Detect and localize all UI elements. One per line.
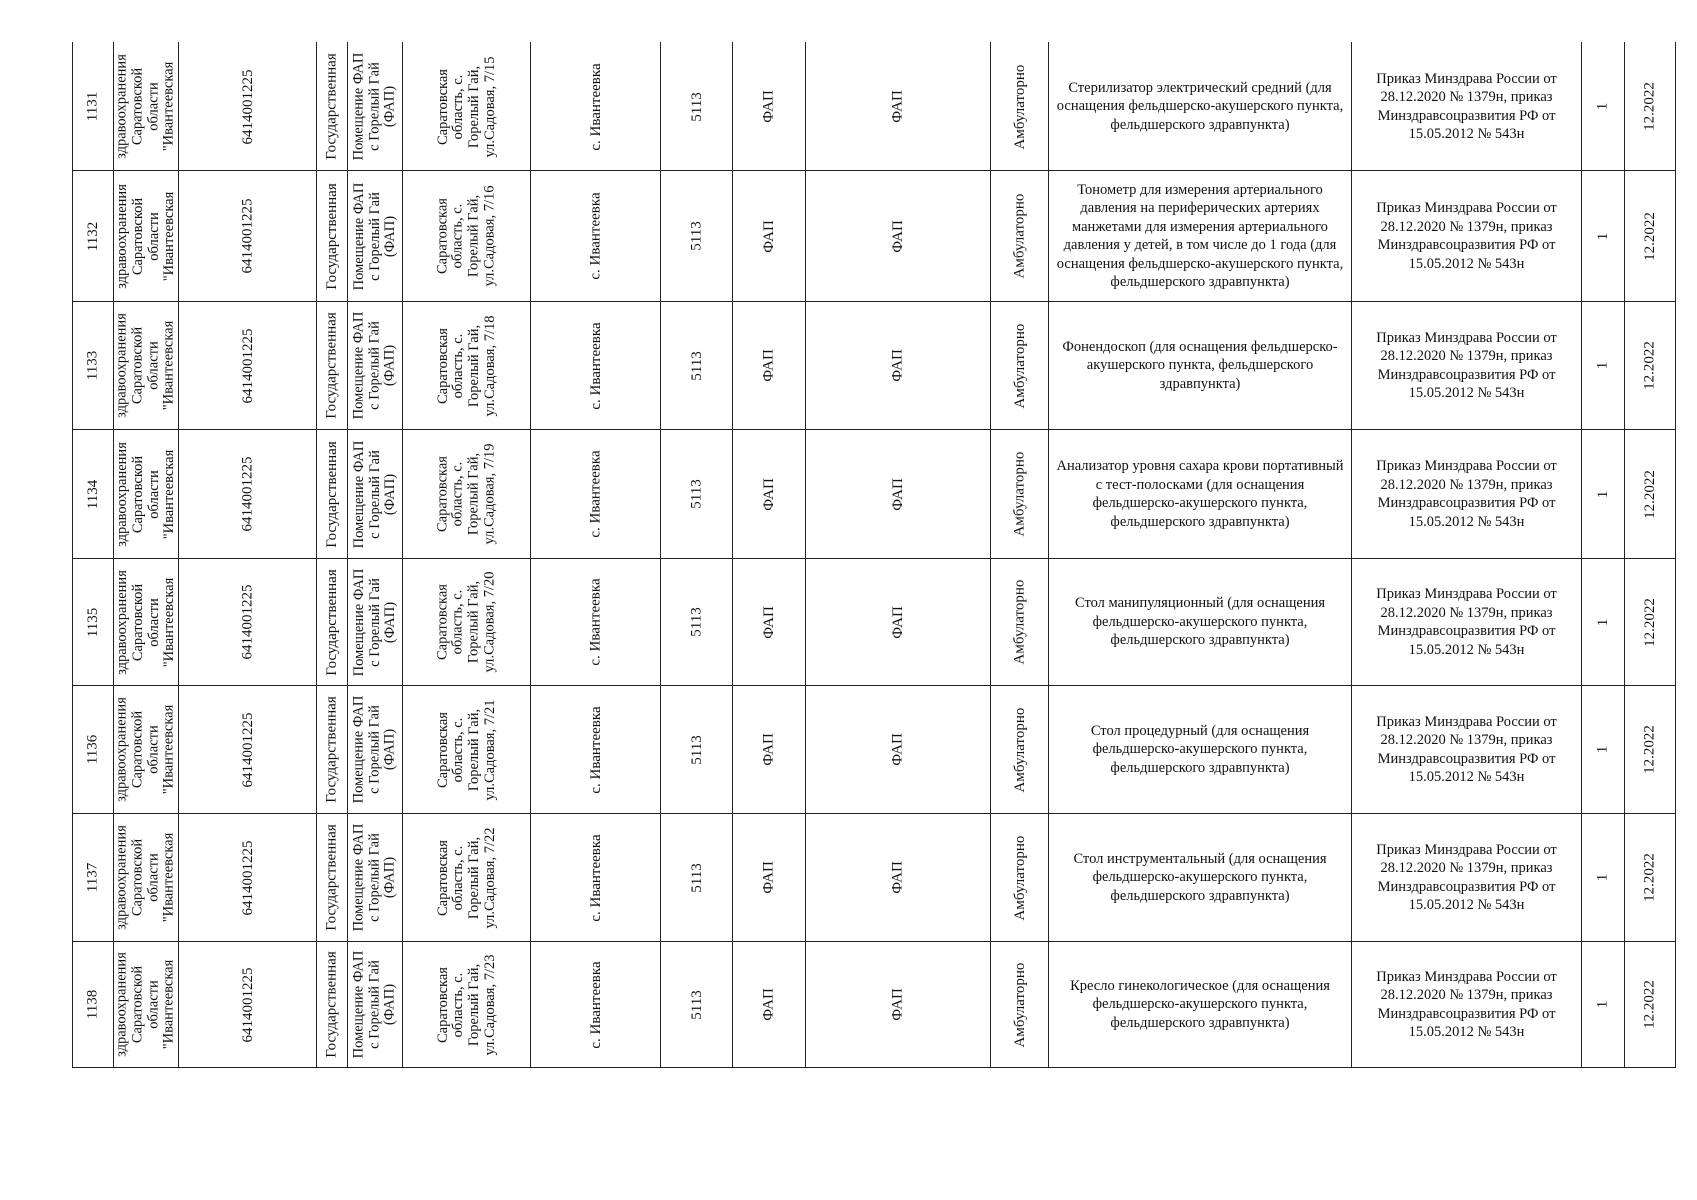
- care-text: Амбулаторно: [1011, 707, 1027, 792]
- ownership-text: Государственная: [323, 568, 340, 676]
- code-text: 5113: [688, 989, 704, 1020]
- cell-inn: [179, 43, 316, 170]
- cell-type2: [806, 559, 990, 685]
- equipment-text: Кресло гинекологическое (для оснащения фельдшерско-акушерского пункта, фельдшерского здравпункта): [1070, 977, 1330, 1031]
- cell-qty: [1582, 686, 1624, 813]
- cell-address: [403, 686, 530, 813]
- locality-text: с. Ивантеевка: [587, 578, 603, 666]
- ownership-text: Государственная: [323, 53, 340, 160]
- cell-care: [991, 814, 1048, 941]
- care-text: Амбулаторно: [1011, 835, 1027, 920]
- cell-address: [403, 942, 530, 1067]
- cell-ownership: [317, 430, 347, 558]
- cell-equipment: [1049, 430, 1351, 558]
- type1-text: ФАП: [760, 90, 777, 123]
- equipment-text: Анализатор уровня сахара крови портативный с тест-полосками (для оснащения фельдшерско-акушерского пункта, фельдшерского здравпункта): [1056, 458, 1344, 530]
- qty-text: 1: [1594, 745, 1611, 754]
- cell-object: [348, 430, 402, 558]
- object-text: Помещение ФАП с Горелый Гай (ФАП): [350, 52, 398, 161]
- cell-code: [661, 43, 732, 170]
- order-text: Приказ Минздрава России от 28.12.2020 № 1379н, приказ Минздравсоцразвития РФ от 15.05.2012 № 543н: [1376, 713, 1557, 785]
- type2-text: ФАП: [889, 733, 906, 766]
- qty-text: 1: [1594, 232, 1611, 240]
- locality-text: с. Ивантеевка: [587, 192, 603, 280]
- cell-care: [991, 171, 1048, 301]
- address-text: Саратовская область, с. Горелый Гай, ул.Садовая, 7/18: [434, 315, 498, 416]
- locality-text: с. Ивантеевка: [587, 450, 603, 538]
- cell-ownership: [317, 814, 347, 941]
- cell-type2: [806, 942, 990, 1067]
- cell-num: [73, 686, 113, 813]
- ownership-text: Государственная: [323, 440, 340, 548]
- cell-code: [661, 942, 732, 1067]
- cell-inn: [179, 430, 316, 558]
- cell-locality: [531, 942, 660, 1067]
- address-text: Саратовская область, с. Горелый Гай, ул.Садовая, 7/21: [434, 699, 498, 800]
- cell-inn: [179, 559, 316, 685]
- cell-object: [348, 942, 402, 1067]
- cell-order: [1352, 43, 1581, 170]
- cell-qty: [1582, 302, 1624, 429]
- cell-equipment: [1049, 171, 1351, 301]
- num-text: 1132: [84, 221, 101, 251]
- org-text: здравоохранения Саратовской области "Ивантеевская: [114, 825, 177, 930]
- cell-qty: [1582, 171, 1624, 301]
- cell-num: [73, 171, 113, 301]
- code-text: 5113: [688, 479, 704, 509]
- address-text: Саратовская область, с. Горелый Гай, ул.Садовая, 7/16: [434, 185, 498, 287]
- cell-order: [1352, 686, 1581, 813]
- cell-care: [991, 686, 1048, 813]
- code-text: 5113: [688, 862, 704, 893]
- locality-text: с. Ивантеевка: [587, 62, 603, 151]
- date-text: 12.2022: [1641, 853, 1658, 902]
- cell-type1: [733, 942, 805, 1067]
- cell-locality: [531, 430, 660, 558]
- type2-text: ФАП: [889, 90, 906, 123]
- ownership-text: Государственная: [323, 696, 340, 803]
- type2-text: ФАП: [889, 605, 906, 639]
- equipment-text: Стол манипуляционный (для оснащения фельдшерско-акушерского пункта, фельдшерского здравпункта): [1074, 595, 1326, 649]
- qty-text: 1: [1594, 102, 1611, 111]
- cell-org: [114, 43, 178, 170]
- cell-date: [1625, 686, 1675, 813]
- cell-org: [114, 686, 178, 813]
- cell-type2: [806, 430, 990, 558]
- address-text: Саратовская область, с. Горелый Гай, ул.Садовая, 7/23: [434, 954, 498, 1055]
- cell-order: [1352, 559, 1581, 685]
- type1-text: ФАП: [760, 988, 777, 1021]
- org-text: здравоохранения Саратовской области "Ивантеевская: [114, 569, 177, 675]
- cell-org: [114, 814, 178, 941]
- type2-text: ФАП: [889, 861, 906, 894]
- cell-care: [991, 559, 1048, 685]
- cell-qty: [1582, 814, 1624, 941]
- ownership-text: Государственная: [323, 312, 340, 419]
- cell-equipment: [1049, 814, 1351, 941]
- order-text: Приказ Минздрава России от 28.12.2020 № 1379н, приказ Минздравсоцразвития РФ от 15.05.2012 № 543н: [1376, 841, 1557, 913]
- cell-locality: [531, 814, 660, 941]
- cell-code: [661, 686, 732, 813]
- inn-text: 6414001225: [239, 198, 255, 274]
- inn-text: 6414001225: [239, 584, 255, 660]
- cell-equipment: [1049, 686, 1351, 813]
- type1-text: ФАП: [760, 349, 777, 382]
- cell-order: [1352, 942, 1581, 1067]
- cell-code: [661, 559, 732, 685]
- cell-org: [114, 430, 178, 558]
- cell-num: [73, 942, 113, 1067]
- org-text: здравоохранения Саратовской области "Ивантеевская: [114, 441, 177, 547]
- care-text: Амбулаторно: [1011, 579, 1027, 665]
- date-text: 12.2022: [1641, 980, 1658, 1029]
- cell-date: [1625, 302, 1675, 429]
- org-text: здравоохранения Саратовской области "Ивантеевская: [114, 183, 177, 289]
- cell-locality: [531, 43, 660, 170]
- cell-object: [348, 43, 402, 170]
- column-border: [1675, 42, 1676, 1068]
- cell-order: [1352, 171, 1581, 301]
- locality-text: с. Ивантеевка: [587, 321, 603, 410]
- cell-care: [991, 43, 1048, 170]
- cell-org: [114, 302, 178, 429]
- cell-num: [73, 430, 113, 558]
- code-text: 5113: [688, 734, 704, 765]
- cell-equipment: [1049, 559, 1351, 685]
- cell-ownership: [317, 302, 347, 429]
- order-text: Приказ Минздрава России от 28.12.2020 № 1379н, приказ Минздравсоцразвития РФ от 15.05.2012 № 543н: [1376, 586, 1557, 658]
- type1-text: ФАП: [760, 861, 777, 894]
- cell-address: [403, 814, 530, 941]
- cell-order: [1352, 814, 1581, 941]
- num-text: 1131: [84, 91, 101, 122]
- locality-text: с. Ивантеевка: [587, 960, 603, 1049]
- address-text: Саратовская область, с. Горелый Гай, ул.Садовая, 7/15: [434, 56, 498, 157]
- type1-text: ФАП: [760, 605, 777, 639]
- cell-ownership: [317, 942, 347, 1067]
- cell-ownership: [317, 43, 347, 170]
- cell-address: [403, 171, 530, 301]
- cell-type1: [733, 430, 805, 558]
- cell-inn: [179, 942, 316, 1067]
- date-text: 12.2022: [1641, 211, 1658, 261]
- cell-org: [114, 171, 178, 301]
- inn-text: 6414001225: [239, 840, 255, 915]
- cell-locality: [531, 686, 660, 813]
- cell-care: [991, 430, 1048, 558]
- care-text: Амбулаторно: [1011, 323, 1027, 408]
- ownership-text: Государственная: [323, 951, 340, 1058]
- care-text: Амбулаторно: [1011, 193, 1027, 279]
- cell-order: [1352, 430, 1581, 558]
- cell-num: [73, 559, 113, 685]
- cell-num: [73, 43, 113, 170]
- cell-care: [991, 302, 1048, 429]
- cell-qty: [1582, 430, 1624, 558]
- inn-text: 6414001225: [239, 69, 255, 144]
- cell-object: [348, 814, 402, 941]
- object-text: Помещение ФАП с Горелый Гай (ФАП): [350, 568, 398, 676]
- num-text: 1135: [84, 607, 101, 637]
- locality-text: с. Ивантеевка: [587, 833, 603, 922]
- type2-text: ФАП: [889, 349, 906, 382]
- cell-code: [661, 171, 732, 301]
- date-text: 12.2022: [1641, 341, 1658, 390]
- address-text: Саратовская область, с. Горелый Гай, ул.Садовая, 7/19: [434, 443, 498, 545]
- cell-ownership: [317, 559, 347, 685]
- cell-type2: [806, 43, 990, 170]
- cell-order: [1352, 302, 1581, 429]
- ownership-text: Государственная: [323, 182, 340, 290]
- cell-date: [1625, 942, 1675, 1067]
- cell-address: [403, 559, 530, 685]
- org-text: здравоохранения Саратовской области "Ивантеевская: [114, 697, 177, 802]
- object-text: Помещение ФАП с Горелый Гай (ФАП): [350, 440, 398, 548]
- locality-text: с. Ивантеевка: [587, 705, 603, 794]
- qty-text: 1: [1594, 873, 1611, 882]
- code-text: 5113: [688, 91, 704, 122]
- inn-text: 6414001225: [239, 456, 255, 532]
- qty-text: 1: [1594, 618, 1611, 626]
- order-text: Приказ Минздрава России от 28.12.2020 № 1379н, приказ Минздравсоцразвития РФ от 15.05.2012 № 543н: [1376, 458, 1557, 530]
- date-text: 12.2022: [1641, 725, 1658, 774]
- cell-type1: [733, 686, 805, 813]
- equipment-text: Стерилизатор электрический средний (для оснащения фельдшерско-акушерского пункта, фельдшерского здравпункта): [1056, 79, 1344, 133]
- cell-date: [1625, 43, 1675, 170]
- type1-text: ФАП: [760, 733, 777, 766]
- object-text: Помещение ФАП с Горелый Гай (ФАП): [350, 182, 398, 290]
- inn-text: 6414001225: [239, 328, 255, 403]
- equipment-text: Стол процедурный (для оснащения фельдшерско-акушерского пункта, фельдшерского здравпункта): [1090, 722, 1310, 776]
- cell-object: [348, 686, 402, 813]
- cell-type1: [733, 171, 805, 301]
- cell-type2: [806, 302, 990, 429]
- care-text: Амбулаторно: [1011, 962, 1027, 1047]
- qty-text: 1: [1594, 361, 1611, 370]
- num-text: 1133: [84, 350, 101, 381]
- date-text: 12.2022: [1641, 469, 1658, 519]
- type2-text: ФАП: [889, 219, 906, 253]
- inn-text: 6414001225: [239, 712, 255, 787]
- cell-inn: [179, 686, 316, 813]
- cell-qty: [1582, 942, 1624, 1067]
- object-text: Помещение ФАП с Горелый Гай (ФАП): [350, 311, 398, 420]
- code-text: 5113: [688, 350, 704, 381]
- code-text: 5113: [688, 607, 704, 637]
- num-text: 1137: [84, 862, 101, 893]
- type2-text: ФАП: [889, 988, 906, 1021]
- cell-type2: [806, 814, 990, 941]
- date-text: 12.2022: [1641, 82, 1658, 131]
- cell-object: [348, 171, 402, 301]
- qty-text: 1: [1594, 1000, 1611, 1009]
- date-text: 12.2022: [1641, 597, 1658, 647]
- cell-org: [114, 559, 178, 685]
- order-text: Приказ Минздрава России от 28.12.2020 № 1379н, приказ Минздравсоцразвития РФ от 15.05.2012 № 543н: [1376, 200, 1557, 272]
- cell-org: [114, 942, 178, 1067]
- cell-code: [661, 430, 732, 558]
- cell-type1: [733, 559, 805, 685]
- equipment-text: Тонометр для измерения артериального давления на периферических артериях манжетами для измерения артериального давления у детей, в том числе до 1 года (для оснащения фельдшерско-акушерского пункта, фельдшерского здравпункта): [1056, 181, 1344, 290]
- cell-code: [661, 302, 732, 429]
- care-text: Амбулаторно: [1011, 451, 1027, 537]
- cell-type1: [733, 302, 805, 429]
- order-text: Приказ Минздрава России от 28.12.2020 № 1379н, приказ Минздравсоцразвития РФ от 15.05.2012 № 543н: [1376, 329, 1557, 401]
- code-text: 5113: [688, 221, 704, 251]
- type1-text: ФАП: [760, 219, 777, 253]
- equipment-text: Стол инструментальный (для оснащения фельдшерско-акушерского пункта, фельдшерского здравпункта): [1073, 850, 1327, 904]
- cell-date: [1625, 559, 1675, 685]
- type1-text: ФАП: [760, 477, 777, 511]
- cell-code: [661, 814, 732, 941]
- cell-ownership: [317, 171, 347, 301]
- cell-address: [403, 302, 530, 429]
- cell-object: [348, 302, 402, 429]
- cell-care: [991, 942, 1048, 1067]
- cell-inn: [179, 302, 316, 429]
- cell-ownership: [317, 686, 347, 813]
- cell-equipment: [1049, 942, 1351, 1067]
- cell-qty: [1582, 559, 1624, 685]
- cell-num: [73, 814, 113, 941]
- num-text: 1134: [84, 479, 101, 509]
- equipment-text: Фонендоскоп (для оснащения фельдшерско-акушерского пункта, фельдшерского здравпункта): [1062, 338, 1338, 392]
- cell-address: [403, 430, 530, 558]
- num-text: 1136: [84, 734, 101, 765]
- cell-qty: [1582, 43, 1624, 170]
- cell-equipment: [1049, 302, 1351, 429]
- ownership-text: Государственная: [323, 824, 340, 931]
- object-text: Помещение ФАП с Горелый Гай (ФАП): [350, 695, 398, 804]
- cell-date: [1625, 430, 1675, 558]
- type2-text: ФАП: [889, 477, 906, 511]
- cell-equipment: [1049, 43, 1351, 170]
- object-text: Помещение ФАП с Горелый Гай (ФАП): [350, 950, 398, 1059]
- cell-address: [403, 43, 530, 170]
- cell-date: [1625, 814, 1675, 941]
- cell-num: [73, 302, 113, 429]
- org-text: здравоохранения Саратовской области "Ивантеевская: [114, 313, 177, 418]
- address-text: Саратовская область, с. Горелый Гай, ул.Садовая, 7/20: [434, 571, 498, 673]
- care-text: Амбулаторно: [1011, 64, 1027, 149]
- cell-inn: [179, 814, 316, 941]
- cell-type2: [806, 171, 990, 301]
- inn-text: 6414001225: [239, 967, 255, 1042]
- org-text: здравоохранения Саратовской области "Ивантеевская: [114, 952, 177, 1057]
- org-text: здравоохранения Саратовской области "Ивантеевская: [114, 54, 177, 159]
- num-text: 1138: [84, 989, 101, 1020]
- qty-text: 1: [1594, 490, 1611, 498]
- cell-object: [348, 559, 402, 685]
- cell-date: [1625, 171, 1675, 301]
- cell-type1: [733, 814, 805, 941]
- cell-type1: [733, 43, 805, 170]
- row-border: [72, 1067, 1676, 1068]
- cell-locality: [531, 559, 660, 685]
- cell-locality: [531, 171, 660, 301]
- order-text: Приказ Минздрава России от 28.12.2020 № 1379н, приказ Минздравсоцразвития РФ от 15.05.2012 № 543н: [1376, 968, 1557, 1040]
- cell-type2: [806, 686, 990, 813]
- order-text: Приказ Минздрава России от 28.12.2020 № 1379н, приказ Минздравсоцразвития РФ от 15.05.2012 № 543н: [1376, 70, 1557, 142]
- object-text: Помещение ФАП с Горелый Гай (ФАП): [350, 823, 398, 932]
- cell-inn: [179, 171, 316, 301]
- cell-locality: [531, 302, 660, 429]
- address-text: Саратовская область, с. Горелый Гай, ул.Садовая, 7/22: [434, 827, 498, 928]
